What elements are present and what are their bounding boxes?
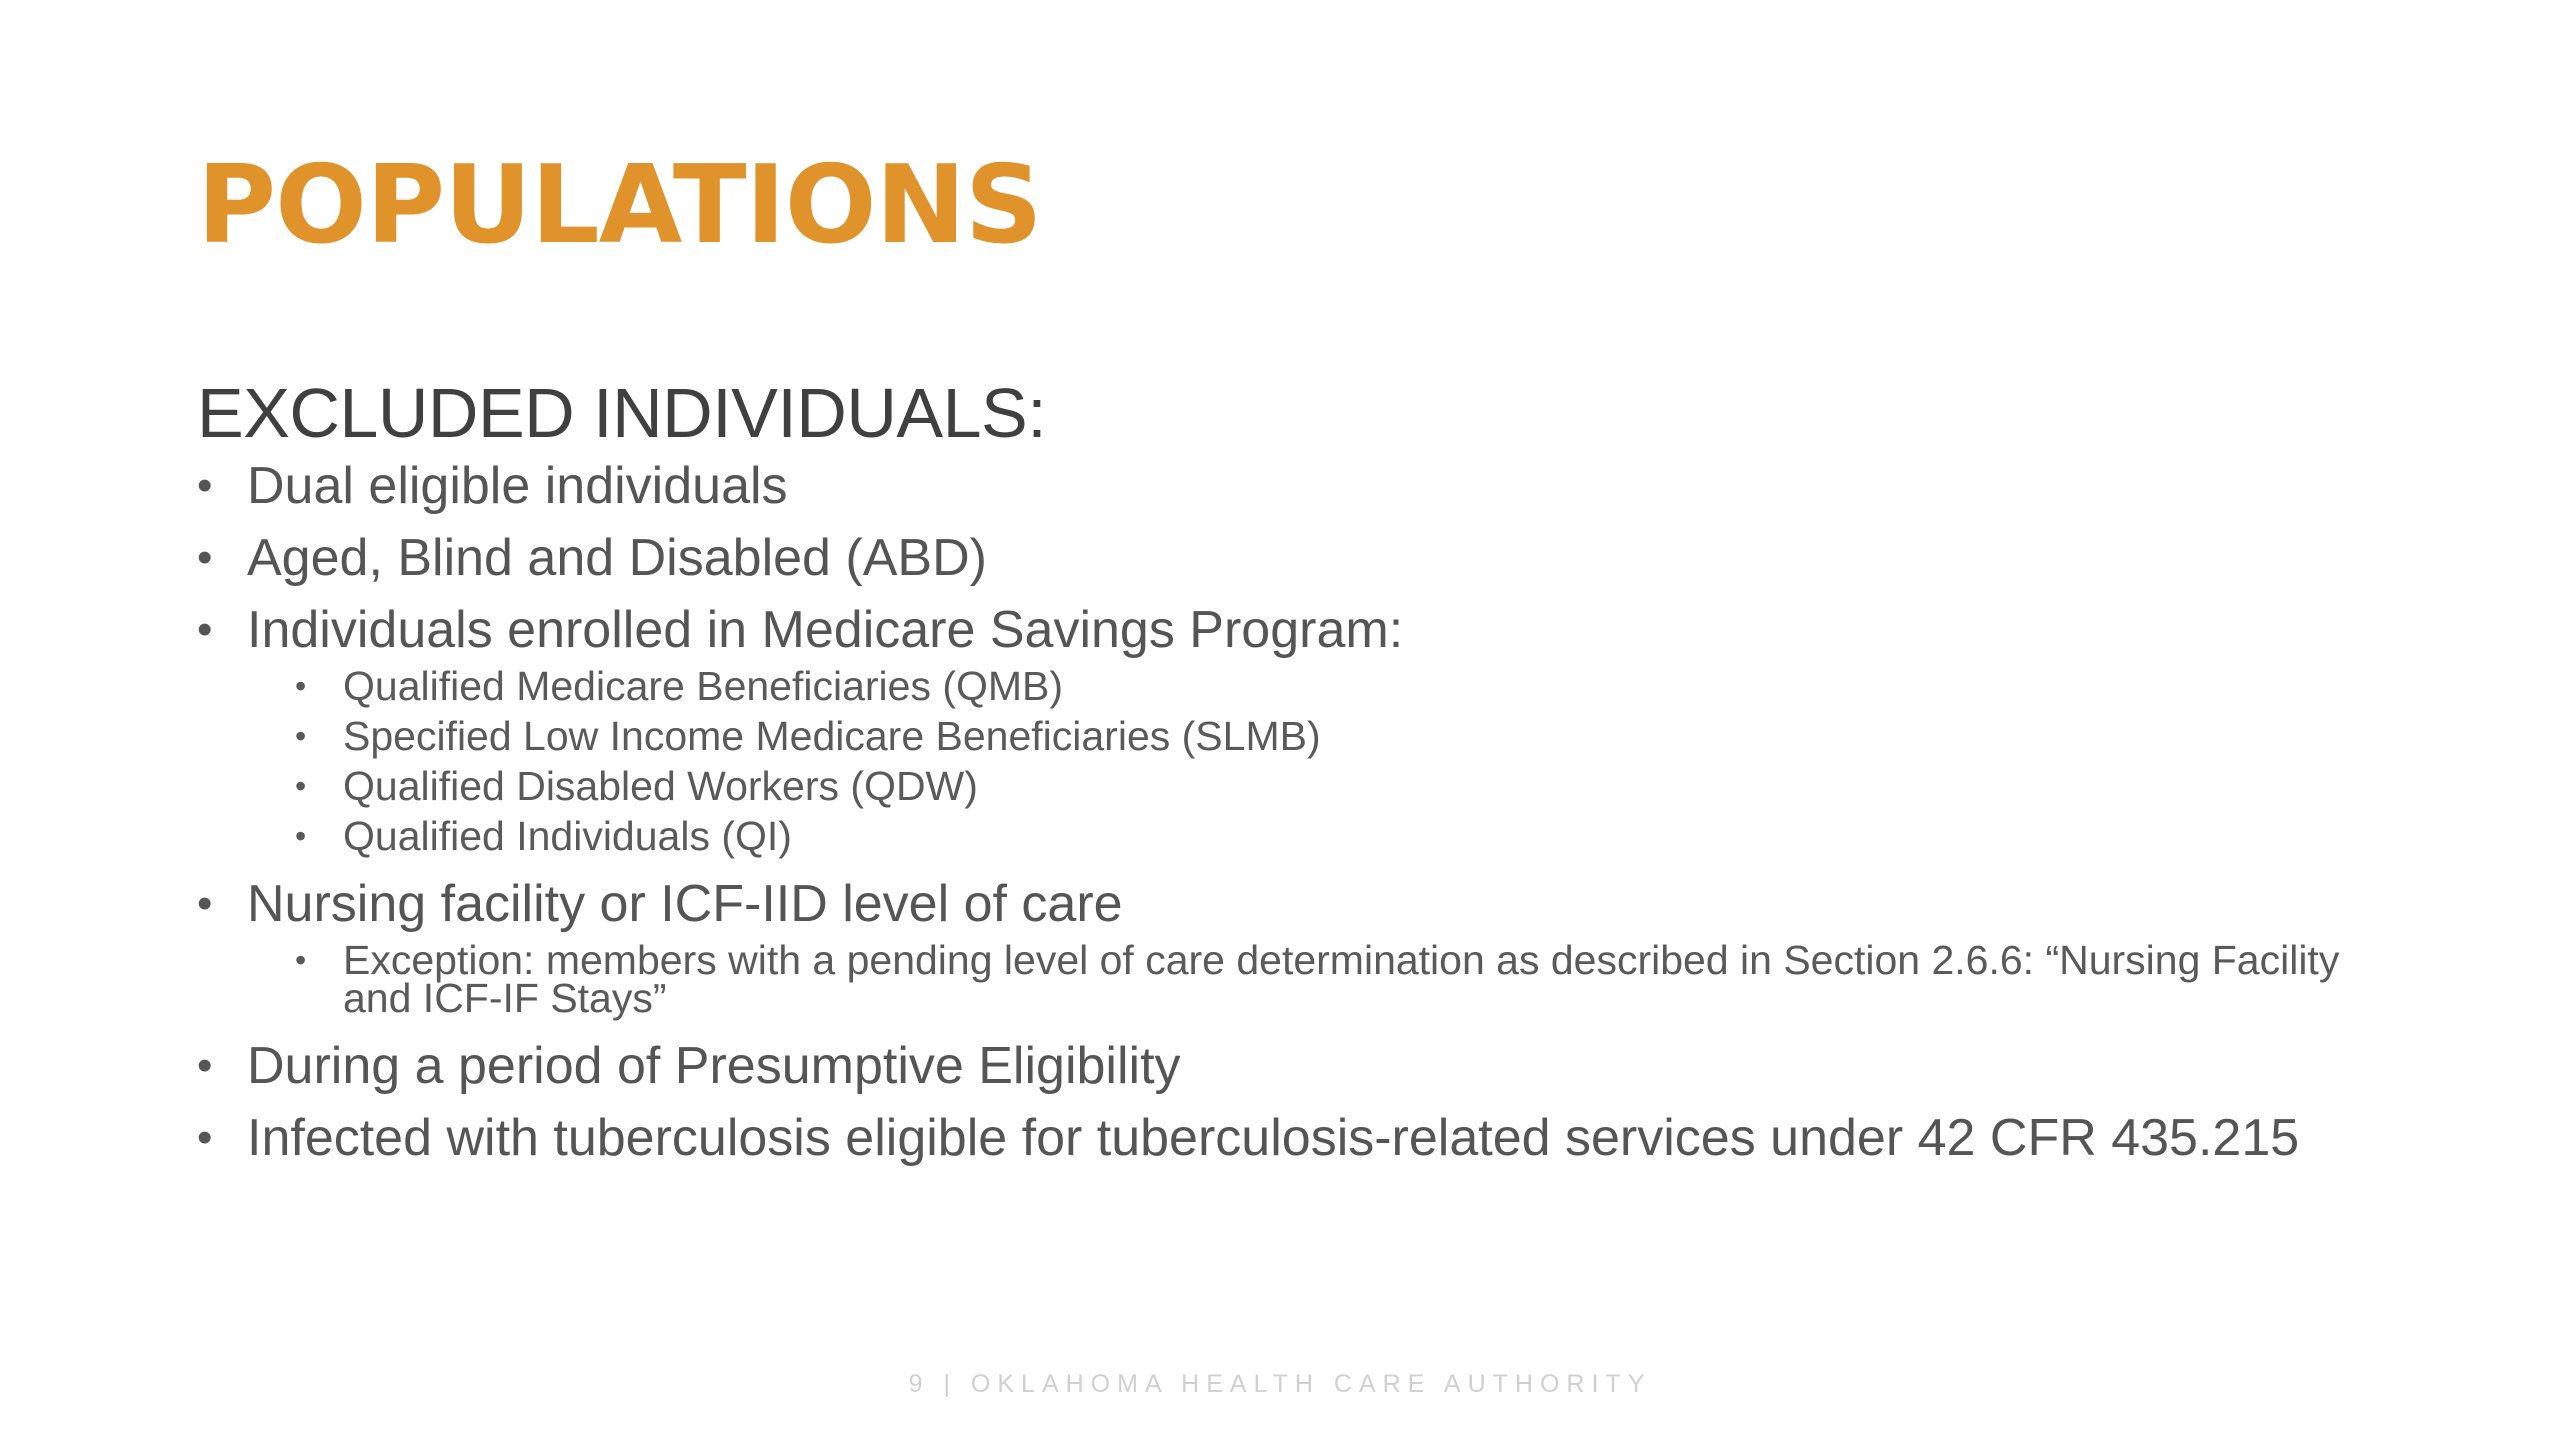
list-item-text: Nursing facility or ICF-IID level of care (247, 875, 1123, 933)
list-item (197, 457, 2417, 515)
sub-list-item (295, 713, 2417, 759)
list-item (197, 875, 2417, 1021)
bullet-icon: • (295, 768, 307, 804)
slide-title: POPULATIONS (197, 143, 1042, 268)
bullet-icon: • (197, 879, 213, 928)
bullet-icon: • (295, 818, 307, 854)
list-item-text: During a period of Presumptive Eligibility (247, 1037, 1181, 1095)
bullet-icon: • (295, 718, 307, 754)
slide-footer: 9 | OKLAHOMA HEALTH CARE AUTHORITY (908, 1370, 1652, 1398)
section-heading: EXCLUDED INDIVIDUALS: (197, 374, 1047, 452)
list-item-text: Aged, Blind and Disabled (ABD) (247, 529, 987, 587)
sub-list-item (295, 937, 2417, 1021)
list-item-text: Individuals enrolled in Medicare Savings Program: (247, 601, 1404, 659)
list-item (197, 1037, 2417, 1095)
bullet-icon: • (197, 461, 213, 510)
sub-list-item-text: Qualified Individuals (QI) (343, 813, 792, 859)
bullet-icon: • (295, 668, 307, 704)
sub-list (247, 937, 2417, 1021)
sub-list-item-text: Qualified Medicare Beneficiaries (QMB) (343, 663, 1064, 709)
bullet-icon: • (197, 1041, 213, 1090)
sub-list-item-text: Exception: members with a pending level of care determination as described in Section 2.6.6: “Nursing Facility and ICF-IF Stays” (343, 937, 2340, 1021)
list-item (197, 1109, 2417, 1167)
bullet-icon: • (197, 1113, 213, 1162)
bullet-icon: • (197, 533, 213, 582)
list-item-text: Infected with tuberculosis eligible for tuberculosis-related services under 42 CFR 435.215 (247, 1109, 2300, 1167)
sub-list-item (295, 763, 2417, 809)
sub-list-item-text: Specified Low Income Medicare Beneficiaries (SLMB) (343, 713, 1321, 759)
list-item (197, 601, 2417, 859)
list-item-text: Dual eligible individuals (247, 457, 788, 515)
sub-list (247, 663, 2417, 859)
sub-list-item (295, 663, 2417, 709)
bullet-list (197, 457, 2417, 1187)
sub-list-item-text: Qualified Disabled Workers (QDW) (343, 763, 978, 809)
sub-list-item (295, 813, 2417, 859)
bullet-icon: • (295, 942, 307, 978)
bullet-icon: • (197, 605, 213, 654)
list-item (197, 529, 2417, 587)
